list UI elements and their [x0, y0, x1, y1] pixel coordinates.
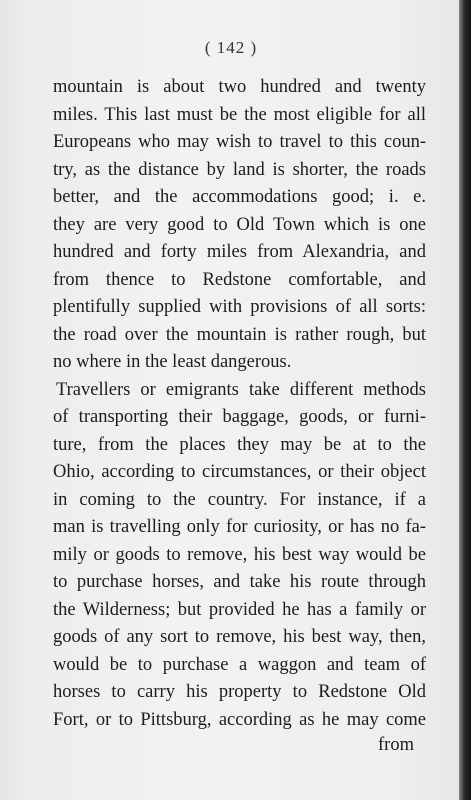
text-line: in coming to the country. For instance, if a: [53, 489, 426, 510]
text-line: horses to carry his property to Redstone Old: [53, 682, 426, 702]
text-line: the Wilderness; but provided he has a family or: [53, 599, 426, 620]
text-line: ture, from the places they may be at to the: [53, 434, 426, 455]
text-line: plentifully supplied with provisions of all sorts:: [53, 297, 426, 317]
catchword: from: [378, 735, 414, 755]
text-line: of transporting their baggage, goods, or furni-: [53, 407, 426, 427]
paragraph-end-line: no where in the least dangerous.: [53, 352, 292, 372]
text-line: try, as the distance by land is shorter, the roads: [53, 159, 426, 180]
text-line: Fort, or to Pittsburg, according as he may come: [53, 709, 426, 730]
body-text: [53, 74, 426, 734]
text-line: the road over the mountain is rather rough, but: [53, 324, 426, 345]
text-line: goods of any sort to remove, his best way, then,: [53, 627, 426, 647]
text-line: would be to purchase a waggon and team of: [53, 654, 426, 675]
text-line: better, and the accommodations good; i. e.: [53, 187, 426, 207]
binding-gutter-shadow: [459, 0, 471, 800]
text-line: Europeans who may wish to travel to this coun-: [53, 132, 426, 152]
page-number: ( 142 ): [204, 38, 258, 57]
paragraph-start-line: Travellers or emigrants take different methods: [56, 379, 426, 400]
text-line: mountain is about two hundred and twenty: [53, 77, 426, 97]
text-line: Ohio, according to circumstances, or their object: [53, 462, 426, 482]
text-line: man is travelling only for curiosity, or has no fa-: [53, 517, 426, 537]
text-line: they are very good to Old Town which is one: [53, 214, 426, 235]
text-line: mily or goods to remove, his best way would be: [53, 544, 426, 565]
text-line: to purchase horses, and take his route through: [53, 572, 426, 592]
text-line: from thence to Redstone comfortable, and: [53, 269, 426, 290]
text-line: hundred and forty miles from Alexandria, and: [53, 242, 426, 262]
text-line: miles. This last must be the most eligible for all: [53, 104, 426, 125]
